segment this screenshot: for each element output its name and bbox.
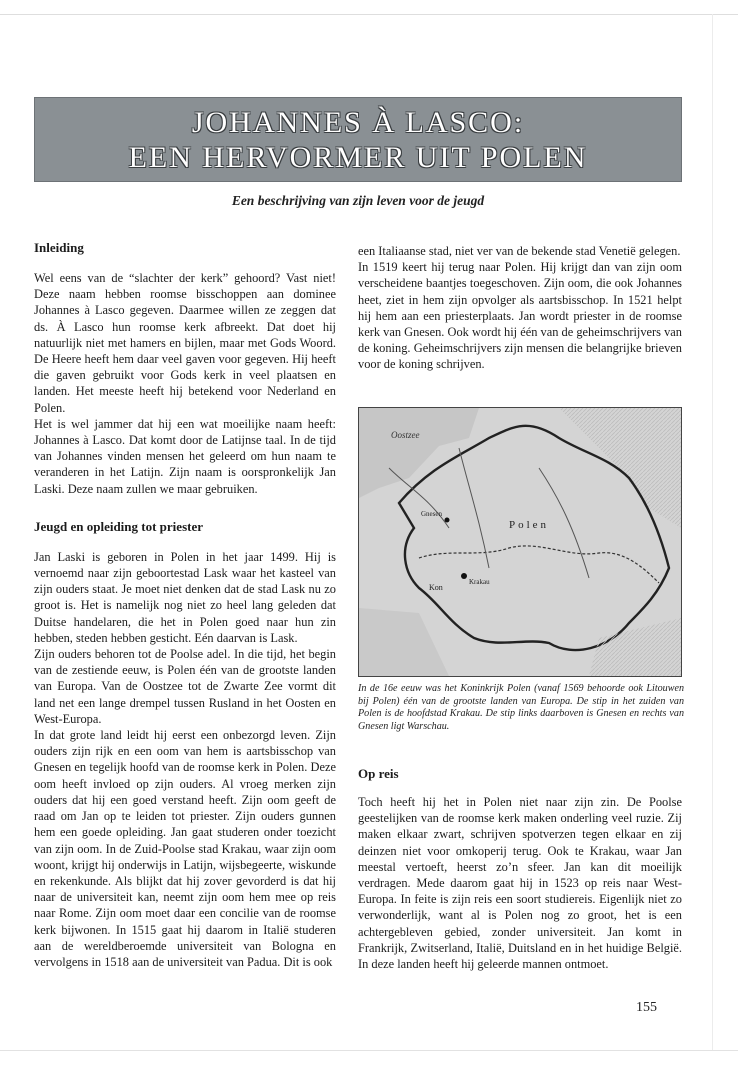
krakau-dot	[461, 573, 467, 579]
heading-op-reis: Op reis	[358, 766, 399, 781]
right-column-bottom	[358, 794, 682, 972]
heading-jeugd: Jeugd en opleiding tot priester	[34, 518, 203, 534]
title-banner	[34, 97, 682, 182]
gnesen-dot	[445, 518, 450, 523]
title-line-1: JOHANNES À LASCO:	[191, 105, 525, 139]
paragraph: In 1519 keert hij terug naar Polen. Hij krijgt dan van zijn oom verscheidene baantjes toegeschoven. Zijn oom, die ook Johannes heet, ziet in hem zijn opvolger als aartsbisschop. In 1521 helpt hij hem aan een priesterplaats. Jan wordt priester in de roomse kerk van Gnesen. Ook wordt hij één van de geheimschrijvers van de koning. Geheimschrijvers zijn mensen die belangrijke brieven voor de koning schrijven.	[358, 260, 682, 372]
page-edge-top	[0, 14, 738, 15]
paragraph: Zijn ouders behoren tot de Poolse adel. In die tijd, het begin van de zestiende eeuw, is Polen één van de grootste landen van Europa. Van de Oostzee tot de Zwarte Zee vormt dit land net een lange drempel tussen Rusland in het Oosten en West-Europa.	[34, 647, 336, 726]
map-caption: In de 16e eeuw was het Koninkrijk Polen (vanaf 1569 behoorde ook Litouwen bij Polen) één van de grootste landen van Europa. De stip in het zuiden van Polen is de hoofdstad Krakau. De stip links daarboven is Gnesen en rechts van Gnesen ligt Warschau.	[358, 683, 684, 732]
paragraph: Wel eens van de “slachter der kerk” gehoord? Vast niet! Deze naam hebben roomse bisschoppen aan dominee Johannes à Lasco gegeven. Daarmee willen ze zeggen dat ds. À Lasco hun roomse kerk afbreekt. Dat doet hij natuurlijk niet met hamers en bijlen, maar met Gods Woord. De Heere heeft hem daar veel gaven voor gegeven. Hij heeft die gaven gebruikt voor Gods kerk in veel plaatsen en landen. Het meeste heeft hij betekend voor Nederland en Polen.	[34, 271, 336, 415]
title-line-2: EEN HERVORMER UIT POLEN	[128, 140, 588, 174]
paragraph: een Italiaanse stad, niet ver van de bekende stad Venetië gelegen.	[358, 244, 681, 258]
paragraph: Jan Laski is geboren in Polen in het jaar 1499. Hij is vernoemd naar zijn geboortestad Lask waar het kasteel van zijn ouders staat. Je moet niet denken dat de stad Lask nu zo groot is. Het is namelijk nog niet zo heel lang geleden dat Duitse handelaren, die het in Polen goed naar hun zin hebben, steden hebben gesticht. Eén daarvan is Lask.	[34, 549, 336, 645]
map-drawing	[359, 408, 681, 676]
map-label: Kon	[429, 583, 443, 592]
map-poland-16th-century	[358, 407, 682, 677]
map-label: Oostzee	[391, 430, 420, 440]
page-edge-bottom	[0, 1050, 738, 1051]
heading-inleiding: Inleiding	[34, 240, 84, 255]
map-label: Polen	[509, 519, 550, 531]
paragraph: Het is wel jammer dat hij een wat moeilijke naam heeft: Johannes à Lasco. Dat komt door de Latijnse taal. In de tijd van Johannes vinden mensen het geleerd om hun naam te veranderen in het Latijn. Zijn naam is oorspronkelijk Jan Laski. Deze naam zullen we maar gebruiken.	[34, 416, 336, 496]
paragraph: In dat grote land leidt hij eerst een onbezorgd leven. Zijn ouders zijn rijk en een oom van hem is aartsbisschop van Gnesen en tegelijk hoofd van de roomse kerk in Polen. Deze oom heeft invloed op zijn ouders. Al vroeg merken zijn ouders dat hij een goed verstand heeft. Zijn oom geeft de raad om Jan op te leiden tot priester. Zijn ouders gunnen hem een goede opleiding. Jan gaat studeren onder toezicht van zijn oom. In de Zuid-Poolse stad Krakau, waar zijn oom woont, krijgt hij onderwijs in Latijn, wijsbegeerte, wiskunde en rekenkunde. Als blijkt dat hij zover gevorderd is dat hij naar de universiteit kan, neemt zijn oom hem mee op reis naar Rome. Zijn oom moet daar een concilie van de roomse kerk bijwonen. In 1515 gaat hij daarom in Italië studeren aan de wereldberoemde universiteit van Bologna en vervolgens in 1518 aan de universiteit van Padua. Dit is ook	[34, 728, 336, 969]
right-column-top	[358, 243, 682, 373]
map-label: Gnesen	[421, 510, 442, 518]
left-column	[34, 240, 336, 970]
page-edge-right	[712, 14, 713, 1050]
section-spacer	[34, 497, 336, 519]
subtitle: Een beschrijving van zijn leven voor de jeugd	[231, 193, 485, 208]
paragraph: Toch heeft hij het in Polen niet naar zijn zin. De Poolse geestelijken van de roomse kerk maken onderling veel ruzie. Zij maken elkaar zwart, schrijven spotverzen tegen elkaar en zij deinzen niet voor omkoperij terug. Ook te Krakau, waar Jan meestal vertoeft, heerst zo’n sfeer. Jan kan dit moeilijk verdragen. Mede daarom gaat hij in 1523 op reis naar West-Europa. In feite is zijn reis een soort studiereis. Eigenlijk niet zo verwonderlijk, want al is Polen nog zo groot, het is een achtergebleven gebied, zonder universiteit. Jan komt in Frankrijk, Zwitserland, Italië, Duitsland en in het huidige België. In deze landen heeft hij geleerde mannen ontmoet.	[358, 795, 682, 972]
page-number: 155	[636, 1000, 657, 1015]
map-label: Krakau	[469, 578, 490, 586]
